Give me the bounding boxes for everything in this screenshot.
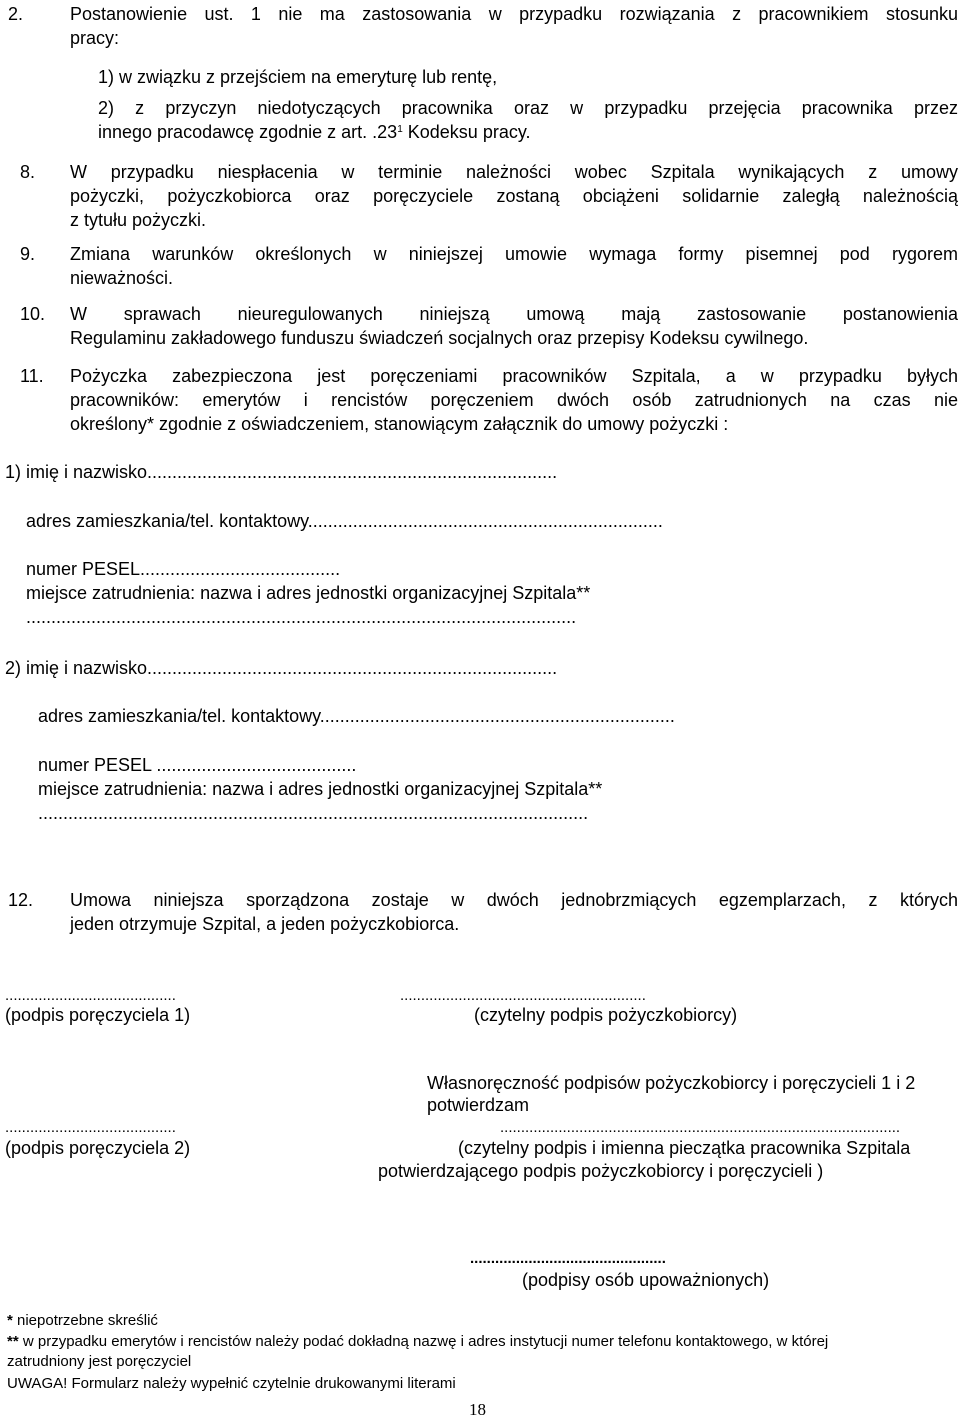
item10-text: W sprawach nieuregulowanych niniejszą umową mają zastosowanie postanowienia Regulaminu zakładowego funduszu świadczeń socjalnych oraz przepisy Kodeksu cywilnego. (70, 304, 958, 348)
signature-label-guarantor1: (podpis poręczyciela 1) (5, 1005, 191, 1025)
guarantor1-workplace-label: miejsce zatrudnienia: nazwa i adres jednostki organizacyjnej Szpitala** (26, 583, 591, 603)
item8-text: W przypadku niespłacenia w terminie należności wobec Szpitala wynikających z umowy pożyczki, pożyczkobiorca oraz poręczyciele zostaną obciążeni solidarnie zaległą należnością z tytułu pożyczki. (70, 162, 958, 230)
item-number: 9. (20, 244, 36, 264)
signature-line-guarantor2: ......................................... (5, 1119, 176, 1136)
guarantor1-address-field: adres zamieszkania/tel. kontaktowy....................................................................... (26, 511, 663, 531)
signature-label-guarantor2: (podpis poręczyciela 2) (5, 1138, 191, 1158)
signature-line-authorized: ............................................... (470, 1250, 666, 1267)
guarantor2-address-field: adres zamieszkania/tel. kontaktowy....................................................................... (38, 706, 675, 726)
item-number: 2. (8, 4, 24, 24)
signature-line-borrower: ........................................................... (400, 987, 646, 1004)
guarantor1-name-field: 1) imię i nazwisko.................................................................................. (5, 462, 558, 482)
guarantor2-workplace-field: .............................................................................................................. (38, 803, 589, 823)
guarantor2-pesel-field: numer PESEL ........................................ (38, 755, 357, 775)
footnote-1: * niepotrzebne skreślić (7, 1312, 158, 1329)
signature-line-guarantor1: ......................................... (5, 987, 176, 1004)
guarantor2-name-field: 2) imię i nazwisko.................................................................................. (5, 658, 558, 678)
item-number: 12. (8, 890, 34, 910)
signature-line-hr: ................................................................................................ (500, 1119, 901, 1136)
item2-sub2: 2) z przyczyn niedotyczących pracownika oraz w przypadku przejęcia pracownika przez innego pracodawcę zgodnie z art. $.23^1$ Kodeksu pracy. (98, 98, 958, 142)
item-number: 11. (20, 366, 44, 386)
signature-label-borrower: (czytelny podpis pożyczkobiorcy) (474, 1005, 738, 1025)
footnote-2-cont: zatrudniony jest poręczyciel (7, 1353, 192, 1370)
guarantor2-workplace-label: miejsce zatrudnienia: nazwa i adres jednostki organizacyjnej Szpitala** (38, 779, 603, 799)
item2-text: Postanowienie ust. 1 nie ma zastosowania w przypadku rozwiązania z pracownikiem stosunku pracy: (70, 4, 958, 48)
item12-text: Umowa niniejsza sporządzona zostaje w dwóch jednobrzmiących egzemplarzach, z których jeden otrzymuje Szpital, a jeden pożyczkobiorca. (70, 890, 958, 934)
item2-sub1: 1) w związku z przejściem na emeryturę lub rentę, (98, 67, 498, 87)
item11-text: Pożyczka zabezpieczona jest poręczeniami pracowników Szpitala, a w przypadku byłych pracowników: emerytów i rencistów poręczeniem dwóch osób zatrudnionych na czas nie określony* zgodnie z oświadczeniem, stanowiącym załącznik do umowy pożyczki : (70, 366, 958, 434)
signature-confirm-text-2: potwierdzam (427, 1095, 530, 1115)
signature-label-hr-2: potwierdzającego podpis pożyczkobiorcy i poręczycieli ) (378, 1161, 824, 1181)
signature-confirm-text: Własnoręczność podpisów pożyczkobiorcy i poręczycieli 1 i 2 (427, 1073, 916, 1093)
footnote-2: ** w przypadku emerytów i rencistów należy podać dokładną nazwę i adres instytucji numer telefonu kontaktowego, w której (7, 1333, 829, 1350)
item-number: 10. (20, 304, 46, 324)
guarantor1-workplace-field: .............................................................................................................. (26, 607, 577, 627)
item-number: 8. (20, 162, 36, 182)
guarantor1-pesel-field: numer PESEL........................................ (26, 559, 341, 579)
signature-label-authorized: (podpisy osób upoważnionych) (522, 1270, 770, 1290)
warning-note: UWAGA! Formularz należy wypełnić czytelnie drukowanymi literami (7, 1375, 456, 1392)
signature-label-hr: (czytelny podpis i imienna pieczątka pracownika Szpitala (458, 1138, 911, 1158)
item9-text: Zmiana warunków określonych w niniejszej umowie wymaga formy pisemnej pod rygorem nieważności. (70, 244, 958, 288)
page-number: 18 (469, 1400, 486, 1419)
